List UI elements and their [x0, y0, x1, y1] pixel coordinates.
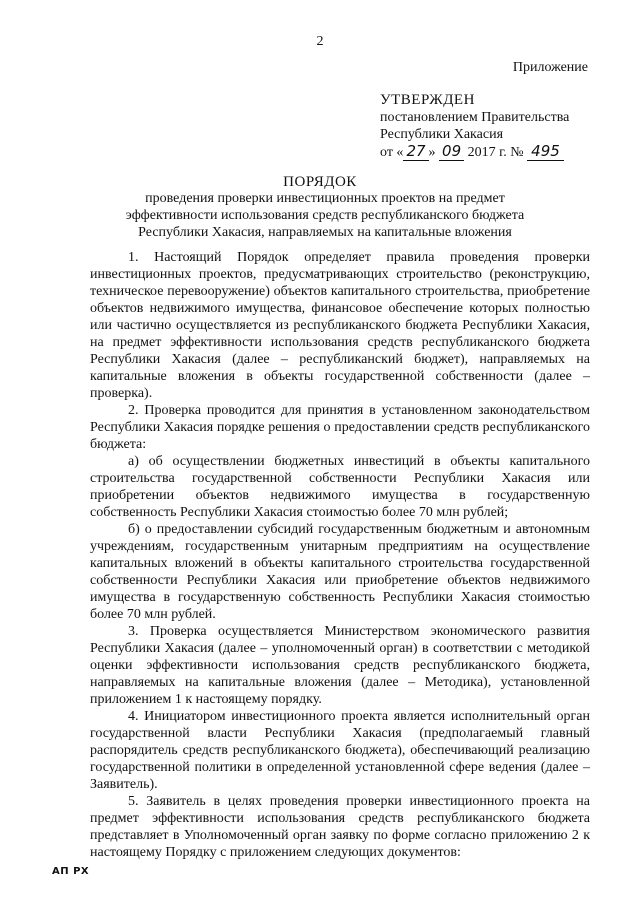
appendix-label: Приложение — [512, 60, 588, 75]
footer-mark: АП РХ — [52, 866, 90, 877]
page-number: 2 — [316, 34, 324, 49]
date-prefix: от « — [380, 145, 404, 160]
paragraph-2b: б) о предоставлении субсидий государственным бюджетным и автономным учреждениям, государственным унитарным предприятиям на осуществление капитальных вложений в объекты капитального строительства государственной собственности Республики Хакасия или приобретение объектов недвижимого имущества в государственную собственность Республики Хакасия стоимостью более 70 млн рублей. — [90, 522, 590, 622]
handwritten-number: 495 — [527, 142, 564, 161]
document-title: ПОРЯДОК — [283, 174, 357, 190]
handwritten-month: 09 — [439, 142, 464, 161]
approval-heading: УТВЕРЖДЕН — [380, 92, 475, 108]
paragraph-1: 1. Настоящий Порядок определяет правила проведения проверки инвестиционных проектов, предусматривающих строительство (реконструкцию, техническое перевооружение) объектов капитального строительства, приобретение объектов недвижимого имущества, финансовое обеспечение которых полностью или частично осуществляется из республиканского бюджета Республики Хакасия, на предмет эффективности использования средств республиканского бюджета Республики Хакасия (далее – республиканский бюджет), направляемых на капитальные вложения в объекты государственной собственности (далее – проверка). — [90, 250, 590, 401]
approval-block — [380, 92, 569, 161]
approval-line-1: постановлением Правительства — [380, 110, 570, 125]
handwritten-day: 27 — [403, 142, 428, 161]
paragraph-4: 4. Инициатором инвестиционного проекта является исполнительный орган государственной власти Республики Хакасия (предполагаемый главный распорядитель средств республиканского бюджета), обеспечивающий реализацию государственной политики в определенной установленной сфере ведения (далее – Заявитель). — [90, 709, 590, 792]
paragraph-2: 2. Проверка проводится для принятия в установленном законодательством Республики Хакасия порядке решения о предоставлении средств республиканского бюджета: — [90, 403, 590, 452]
paragraph-3: 3. Проверка осуществляется Министерством экономического развития Республики Хакасия (далее – уполномоченный орган) в соответствии с методикой оценки эффективности использования средств республиканского бюджета, направляемых на капитальные вложения (далее – Методика), установленной приложением 1 к настоящему порядку. — [90, 624, 590, 707]
year-text: 2017 г. № — [464, 145, 528, 160]
document-body — [90, 249, 590, 861]
approval-line-2: Республики Хакасия — [380, 127, 504, 142]
document-subtitle: проведения проверки инвестиционных проектов на предмет эффективности использования средств республиканского бюджета Республики Хакасия, направляемых на капитальные вложения — [125, 191, 525, 240]
approval-date-line — [380, 143, 569, 161]
paragraph-2a: а) об осуществлении бюджетных инвестиций в объекты капитального строительства государственной собственности Республики Хакасия или приобретении объектов недвижимого имущества в государственную собственность Республики Хакасия стоимостью более 70 млн рублей; — [90, 454, 590, 520]
paragraph-5: 5. Заявитель в целях проведения проверки инвестиционного проекта на предмет эффективности использования средств республиканского бюджета представляет в Уполномоченный орган заявку по форме согласно приложению 2 к настоящему Порядку с приложением следующих документов: — [90, 794, 590, 860]
date-mid: » — [428, 145, 440, 160]
